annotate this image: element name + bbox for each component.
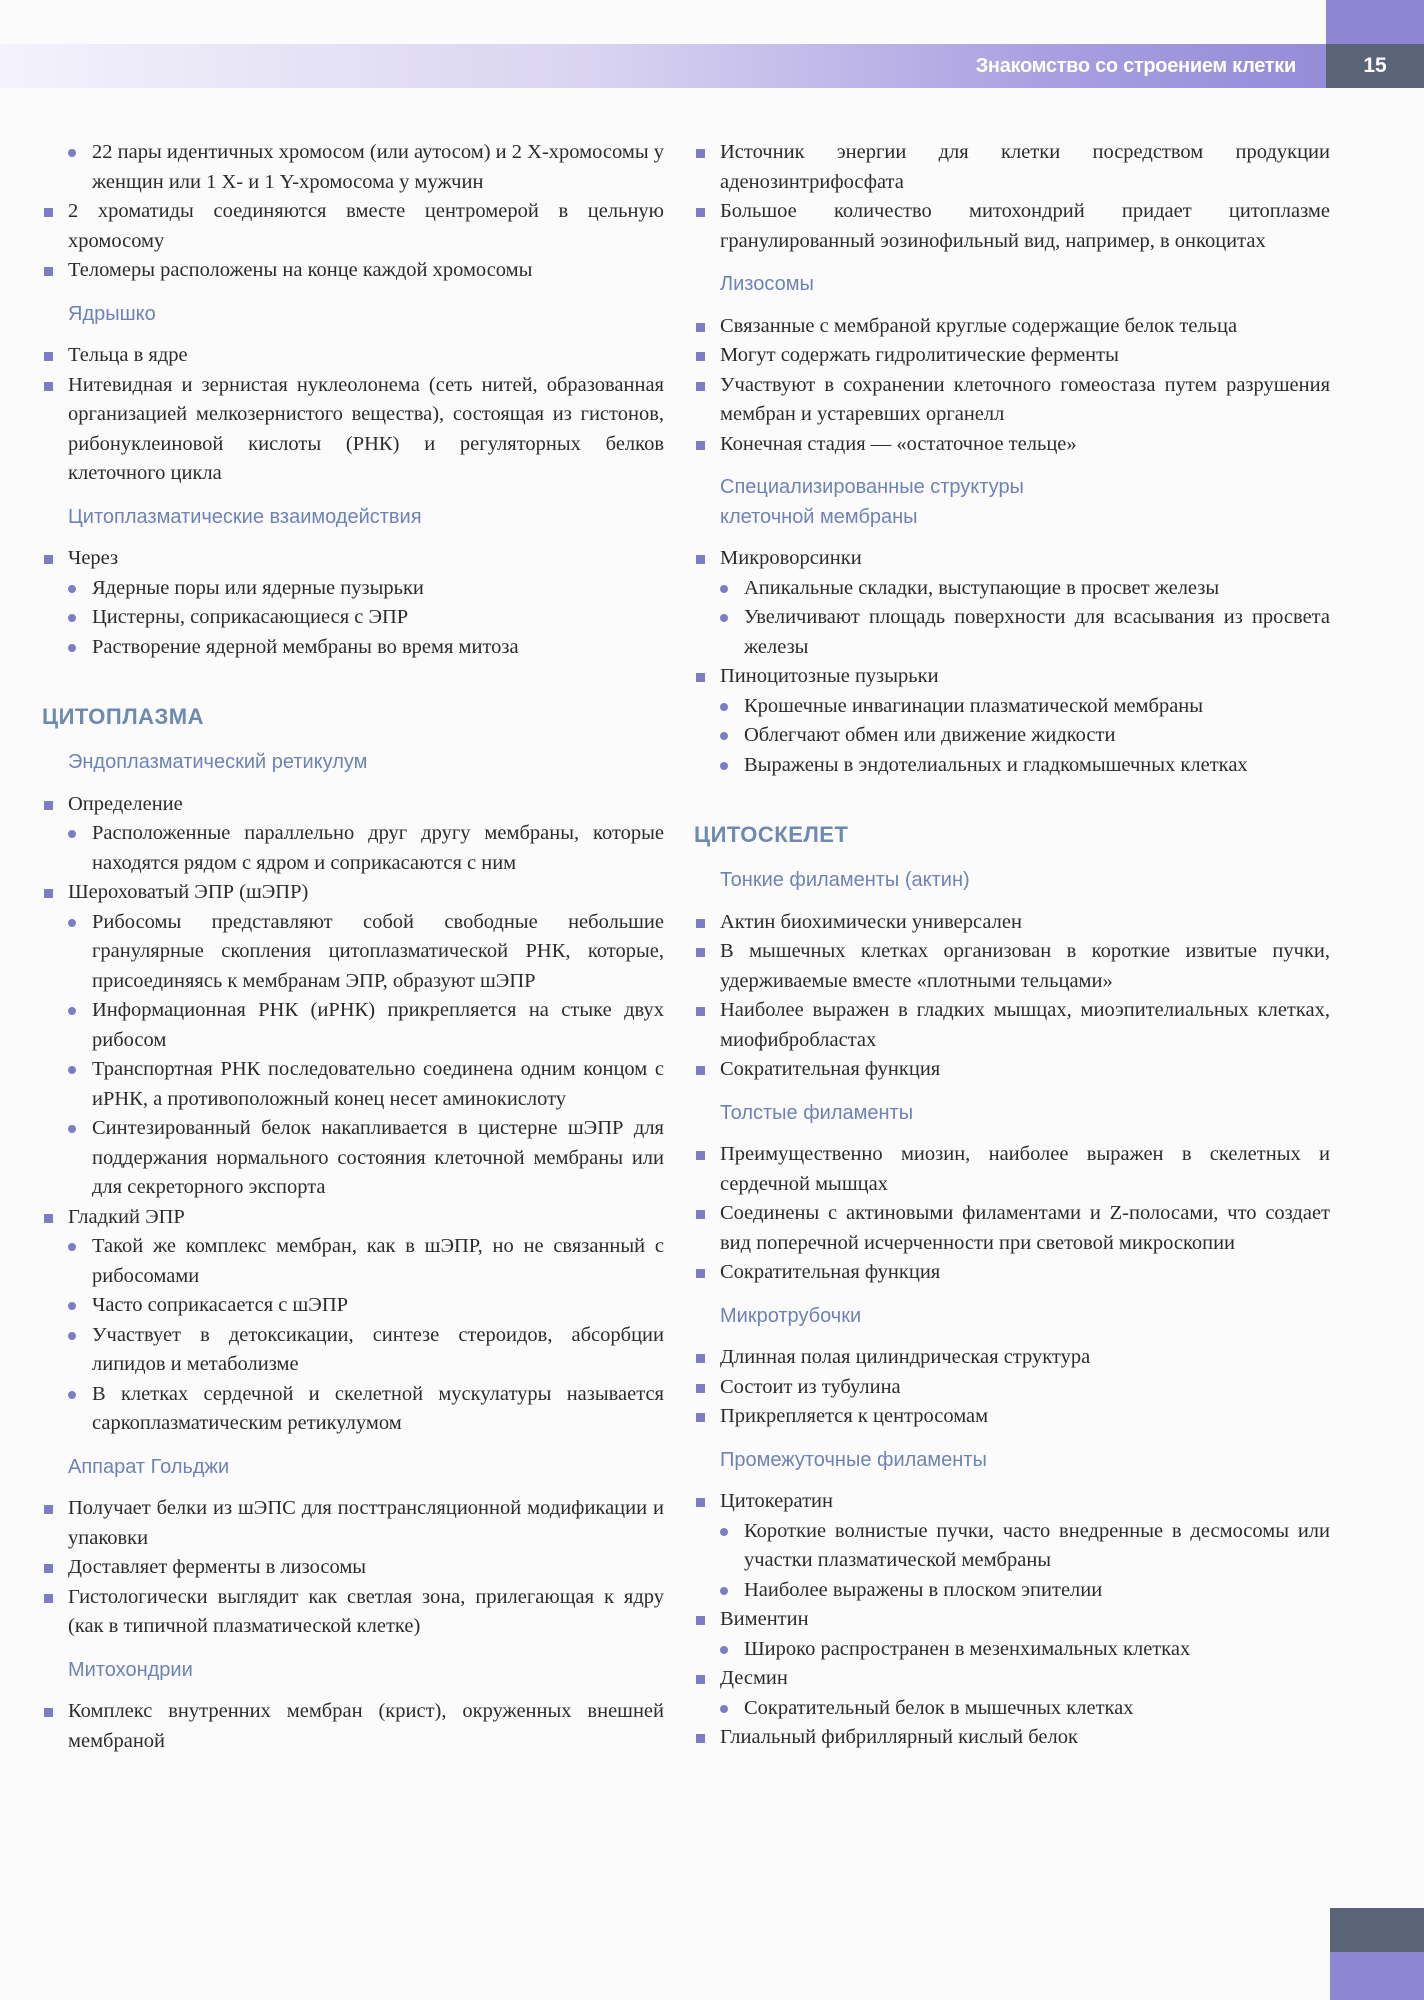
subheading-er: Эндоплазматический ретикулум xyxy=(68,751,368,773)
list-item: Синтезированный белок накапливается в цистерне шЭПР для поддержания нормального состояния клеточной мембраны или для секреторного экспорта xyxy=(42,1114,664,1203)
corner-accent-block-dark xyxy=(1330,1908,1424,1952)
list-item: Участвуют в сохранении клеточного гомеостаза путем разрушения мембран и устаревших органелл xyxy=(694,371,1330,430)
list-item: Через xyxy=(42,544,664,574)
list-item: Увеличивают площадь поверхности для всасывания из просвета железы xyxy=(694,603,1330,662)
list-item: Виментин xyxy=(694,1605,1330,1635)
list-item: Доставляет ферменты в лизосомы xyxy=(42,1553,664,1583)
page-number: 15 xyxy=(1326,44,1424,88)
list-item: Могут содержать гидролитические ферменты xyxy=(694,341,1330,371)
list-item: Короткие волнистые пучки, часто внедренные в десмосомы или участки плазматической мембраны xyxy=(694,1517,1330,1576)
list-item: Определение xyxy=(42,790,664,820)
list-item: Связанные с мембраной круглые содержащие белок тельца xyxy=(694,312,1330,342)
list-item: Выражены в эндотелиальных и гладкомышечных клетках xyxy=(694,751,1330,781)
list-item: Цитокератин xyxy=(694,1487,1330,1517)
list-item: В мышечных клетках организован в короткие извитые пучки, удерживаемые вместе «плотными тельцами» xyxy=(694,937,1330,996)
list-item: 2 хроматиды соединяются вместе центромерой в цельную хромосому xyxy=(42,197,664,256)
subheading-intermediate-filaments: Промежуточные филаменты xyxy=(720,1448,987,1471)
list-item: Крошечные инвагинации плазматической мембраны xyxy=(694,692,1330,722)
list-item: Состоит из тубулина xyxy=(694,1373,1330,1403)
list-item: Тельца в ядре xyxy=(42,341,664,371)
list-item: Глиальный фибриллярный кислый белок xyxy=(694,1723,1330,1753)
list-item: Соединены с актиновыми филаментами и Z-полосами, что создает вид поперечной исчерченности при световой микроскопии xyxy=(694,1199,1330,1258)
list-item: Такой же комплекс мембран, как в шЭПР, но не связанный с рибосомами xyxy=(42,1232,664,1291)
subheading-golgi: Аппарат Гольджи xyxy=(68,1455,230,1478)
list-item: Микроворсинки xyxy=(694,544,1330,574)
list-item: Пиноцитозные пузырьки xyxy=(694,662,1330,692)
list-item: В клетках сердечной и скелетной мускулатуры называется саркоплазматическим ретикулумом xyxy=(42,1380,664,1439)
list-item: 22 пары идентичных хромосом (или аутосом) и 2 X-хромосомы у женщин или 1 X- и 1 Y-хромосома у мужчин xyxy=(42,138,664,197)
list-item: Сократительный белок в мышечных клетках xyxy=(694,1694,1330,1724)
list-item: Конечная стадия — «остаточное тельце» xyxy=(694,430,1330,460)
list-item: Растворение ядерной мембраны во время митоза xyxy=(42,633,664,663)
subheading-line-2: клеточной мембраны xyxy=(720,505,918,528)
list-item: Наиболее выражены в плоском эпителии xyxy=(694,1576,1330,1606)
list-item: Шероховатый ЭПР (шЭПР) xyxy=(42,878,664,908)
list-item: Расположенные параллельно друг другу мембраны, которые находятся рядом с ядром и соприкасаются с ним xyxy=(42,819,664,878)
list-item: Рибосомы представляют собой свободные небольшие гранулярные скопления цитоплазматической РНК, которые, присоединяясь к мембранам ЭПР, образуют шЭПР xyxy=(42,908,664,997)
subheading-thick-filaments: Толстые филаменты xyxy=(720,1101,914,1124)
subheading-microtubules: Микротрубочки xyxy=(720,1304,862,1327)
list-item: Прикрепляется к центросомам xyxy=(694,1402,1330,1432)
subheading-specialized-structures xyxy=(694,473,1330,532)
list-item: Источник энергии для клетки посредством продукции аденозинтрифосфата xyxy=(694,138,1330,197)
list-item: Цистерны, соприкасающиеся с ЭПР xyxy=(42,603,664,633)
running-header xyxy=(0,44,1326,88)
list-item: Актин биохимически универсален xyxy=(694,908,1330,938)
list-item: Гистологически выглядит как светлая зона, прилегающая к ядру (как в типичной плазматической клетке) xyxy=(42,1583,664,1642)
list-item: Десмин xyxy=(694,1664,1330,1694)
list-item: Преимущественно миозин, наиболее выражен в скелетных и сердечной мышцах xyxy=(694,1140,1330,1199)
list-item: Транспортная РНК последовательно соединена одним концом с иРНК, а противоположный конец несет аминокислоту xyxy=(42,1055,664,1114)
list-item: Наиболее выражен в гладких мышцах, миоэпителиальных клетках, миофибробластах xyxy=(694,996,1330,1055)
subheading-thin-filaments: Тонкие филаменты (актин) xyxy=(720,869,970,891)
subheading-lysosomes: Лизосомы xyxy=(720,273,814,295)
list-item: Облегчают обмен или движение жидкости xyxy=(694,721,1330,751)
list-item: Часто соприкасается с шЭПР xyxy=(42,1291,664,1321)
left-column xyxy=(42,138,664,1756)
right-column xyxy=(694,138,1330,1753)
list-item: Широко распространен в мезенхимальных клетках xyxy=(694,1635,1330,1665)
list-item: Комплекс внутренних мембран (крист), окруженных внешней мембраной xyxy=(42,1697,664,1756)
list-item: Информационная РНК (иРНК) прикрепляется на стыке двух рибосом xyxy=(42,996,664,1055)
list-item: Получает белки из шЭПС для посттрансляционной модификации и упаковки xyxy=(42,1494,664,1553)
list-item: Теломеры расположены на конце каждой хромосомы xyxy=(42,256,664,286)
section-title-cytoplasm: ЦИТОПЛАЗМА xyxy=(42,704,205,729)
list-item: Сократительная функция xyxy=(694,1055,1330,1085)
running-header-title: Знакомство со строением клетки xyxy=(975,55,1296,77)
list-item: Большое количество митохондрий придает цитоплазме гранулированный эозинофильный вид, например, в онкоцитах xyxy=(694,197,1330,256)
list-item: Ядерные поры или ядерные пузырьки xyxy=(42,574,664,604)
subheading-cytoplasmic-interactions: Цитоплазматические взаимодействия xyxy=(68,505,422,528)
section-title-cytoskeleton: ЦИТОСКЕЛЕТ xyxy=(694,822,849,847)
corner-accent-bottom xyxy=(1330,1908,1424,2000)
list-item: Длинная полая цилиндрическая структура xyxy=(694,1343,1330,1373)
list-item: Гладкий ЭПР xyxy=(42,1203,664,1233)
corner-accent-block-light xyxy=(1330,1952,1424,2000)
corner-accent-top xyxy=(1326,0,1424,44)
list-item: Участвует в детоксикации, синтезе стероидов, абсорбции липидов и метаболизме xyxy=(42,1321,664,1380)
list-item: Нитевидная и зернистая нуклеолонема (сеть нитей, образованная организацией мелкозернистого вещества), состоящая из гистонов, рибонуклеиновой кислоты (РНК) и регуляторных белков клеточного цикла xyxy=(42,371,664,489)
subheading-line-1: Специализированные структуры xyxy=(720,476,1024,498)
subheading-nucleolus: Ядрышко xyxy=(68,302,156,325)
list-item: Апикальные складки, выступающие в просвет железы xyxy=(694,574,1330,604)
list-item: Сократительная функция xyxy=(694,1258,1330,1288)
subheading-mitochondria: Митохондрии xyxy=(68,1658,193,1681)
